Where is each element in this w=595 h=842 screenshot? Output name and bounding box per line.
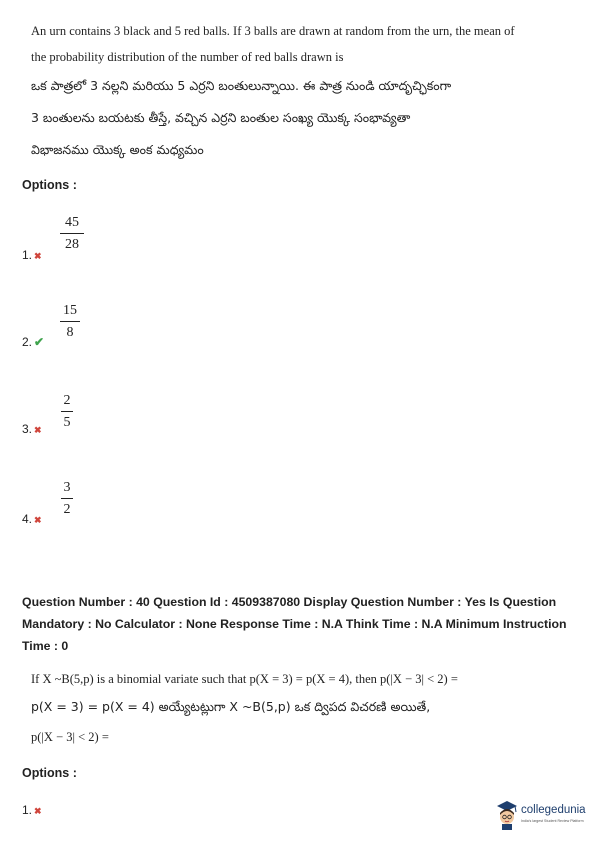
fraction-bar: [61, 411, 73, 412]
fraction-denominator: 8: [66, 325, 74, 340]
student-face-icon: [495, 800, 519, 830]
option-number: 1.: [22, 803, 33, 817]
option-number: 4.: [22, 512, 33, 526]
q40-option-1[interactable]: [22, 803, 42, 817]
wrong-icon: ✖: [34, 806, 42, 816]
correct-icon: ✔: [34, 335, 45, 349]
q40-telugu-line-1: p(X = 3) = p(X = 4) అయ్యేటట్లుగా X ~B(5,p) ఒక ద్విపద విచరణి అయితే,: [31, 699, 431, 714]
q39-option-1[interactable]: [22, 248, 42, 262]
q40-info-line-2: Mandatory : No Calculator : None Response Time : N.A Think Time : N.A Minimum Instruction: [22, 617, 567, 631]
q39-option-1-fraction: [60, 214, 84, 253]
option-number: 2.: [22, 335, 33, 349]
brand-tagline: India's largest Student Review Platform: [521, 819, 584, 823]
fraction-bar: [61, 498, 73, 499]
fraction-numerator: 3: [63, 480, 71, 495]
q39-option-3-fraction: [61, 392, 73, 431]
fraction-numerator: 2: [63, 393, 71, 408]
q39-telugu-line-2: 3 బంతులను బయటకు తీస్తే, వచ్చిన ఎర్రని బంతుల సంఖ్య యొక్క సంభావ్యతా: [31, 110, 411, 125]
collegedunia-logo: [495, 800, 590, 832]
q39-telugu-line-3: విభాజనము యొక్క అంక మధ్యమం: [31, 142, 204, 157]
fraction-bar: [60, 233, 84, 234]
q39-english-line-2: the probability distribution of the number of red balls drawn is: [31, 50, 344, 64]
q40-telugu-line-2: p(|X − 3| < 2) =: [31, 730, 109, 744]
q39-english-line-1: An urn contains 3 black and 5 red balls. If 3 balls are drawn at random from the urn, the mean of: [31, 24, 515, 38]
q40-english-line-1: If X ~B(5,p) is a binomial variate such that p(X = 3) = p(X = 4), then p(|X − 3| < 2) =: [31, 672, 458, 686]
fraction-numerator: 45: [65, 215, 79, 230]
option-number: 3.: [22, 422, 33, 436]
q39-options-label: Options :: [22, 178, 77, 192]
option-number: 1.: [22, 248, 33, 262]
q39-option-4[interactable]: [22, 512, 42, 526]
q40-info-line-1: Question Number : 40 Question Id : 4509387080 Display Question Number : Yes Is Question: [22, 595, 557, 609]
fraction-denominator: 28: [65, 237, 79, 252]
q40-options-label: Options :: [22, 766, 77, 780]
q40-info-line-3: Time : 0: [22, 639, 69, 653]
wrong-icon: ✖: [34, 425, 42, 435]
q40-info: [22, 591, 582, 657]
q39-option-4-fraction: [61, 479, 73, 518]
wrong-icon: ✖: [34, 251, 42, 261]
fraction-denominator: 5: [63, 415, 71, 430]
q39-option-2-fraction: [60, 302, 80, 341]
q39-telugu-line-1: ఒక పాత్రలో 3 నల్లని మరియు 5 ఎర్రని బంతులున్నాయి. ఈ పాత్ర నుండి యాదృచ్ఛికంగా: [31, 78, 452, 93]
wrong-icon: ✖: [34, 515, 42, 525]
fraction-numerator: 15: [63, 303, 77, 318]
fraction-denominator: 2: [63, 502, 71, 517]
fraction-bar: [60, 321, 80, 322]
brand-name: collegedunia: [521, 804, 586, 816]
q39-option-3[interactable]: [22, 422, 42, 436]
q39-option-2[interactable]: [22, 335, 44, 349]
